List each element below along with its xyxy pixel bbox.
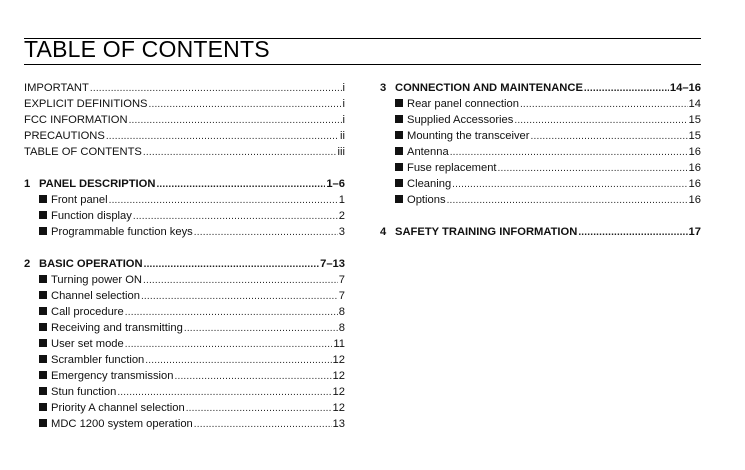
toc-item-page: 15 bbox=[688, 114, 701, 126]
square-bullet-icon bbox=[395, 131, 403, 139]
toc-entry-fcc-information[interactable] bbox=[24, 112, 345, 128]
toc-entry-table-of-contents[interactable] bbox=[24, 144, 345, 160]
dot-leader bbox=[144, 257, 320, 273]
toc-item-label bbox=[39, 304, 124, 320]
toc-item-antenna[interactable] bbox=[380, 144, 701, 160]
square-bullet-icon bbox=[39, 195, 47, 203]
toc-item-scrambler-function[interactable] bbox=[24, 352, 345, 368]
toc-item-page: 7 bbox=[338, 290, 345, 302]
toc-section-label bbox=[24, 256, 143, 272]
toc-item-label bbox=[39, 352, 144, 368]
toc-item-rear-panel-connection[interactable] bbox=[380, 96, 701, 112]
title-underline bbox=[24, 64, 701, 65]
toc-item-page: 11 bbox=[333, 338, 345, 350]
dot-leader bbox=[145, 353, 331, 369]
toc-item-page: 3 bbox=[338, 226, 345, 238]
dot-leader bbox=[447, 193, 688, 209]
dot-leader bbox=[450, 145, 688, 161]
toc-item-fuse-replacement[interactable] bbox=[380, 160, 701, 176]
dot-leader bbox=[194, 417, 332, 433]
toc-entry-page: i bbox=[342, 114, 345, 126]
dot-leader bbox=[129, 113, 342, 129]
toc-item-text: Channel selection bbox=[51, 290, 140, 302]
square-bullet-icon bbox=[39, 419, 47, 427]
toc-item-label bbox=[39, 320, 183, 336]
toc-item-mdc-1200-system-operation[interactable] bbox=[24, 416, 345, 432]
toc-item-text: Turning power ON bbox=[51, 274, 142, 286]
dot-leader bbox=[106, 129, 339, 145]
dot-leader bbox=[452, 177, 687, 193]
toc-section-page: 17 bbox=[688, 226, 701, 238]
square-bullet-icon bbox=[39, 387, 47, 395]
toc-section-label bbox=[380, 80, 583, 96]
dot-leader bbox=[141, 289, 338, 305]
toc-item-text: MDC 1200 system operation bbox=[51, 418, 193, 430]
square-bullet-icon bbox=[395, 163, 403, 171]
section-title: BASIC OPERATION bbox=[39, 258, 143, 270]
square-bullet-icon bbox=[39, 291, 47, 299]
dot-leader bbox=[520, 97, 688, 113]
toc-item-function-display[interactable] bbox=[24, 208, 345, 224]
section-number: 3 bbox=[380, 82, 387, 94]
toc-item-label bbox=[39, 288, 140, 304]
toc-section-page: 14–16 bbox=[669, 82, 701, 94]
toc-item-page: 12 bbox=[332, 354, 345, 366]
toc-item-page: 12 bbox=[332, 370, 345, 382]
dot-leader bbox=[184, 321, 338, 337]
dot-leader bbox=[109, 193, 338, 209]
toc-item-text: Priority A channel selection bbox=[51, 402, 185, 414]
section-title: PANEL DESCRIPTION bbox=[39, 178, 156, 190]
toc-entry-label: FCC INFORMATION bbox=[24, 114, 128, 126]
toc-entry-page: i bbox=[342, 98, 345, 110]
toc-item-label bbox=[395, 96, 519, 112]
square-bullet-icon bbox=[39, 371, 47, 379]
square-bullet-icon bbox=[395, 179, 403, 187]
dot-leader bbox=[117, 385, 331, 401]
toc-item-page: 1 bbox=[338, 194, 345, 206]
toc-item-text: Function display bbox=[51, 210, 132, 222]
section-number: 1 bbox=[24, 178, 31, 190]
toc-item-page: 7 bbox=[338, 274, 345, 286]
dot-leader bbox=[194, 225, 338, 241]
toc-item-label bbox=[39, 368, 173, 384]
toc-item-receiving-and-transmitting[interactable] bbox=[24, 320, 345, 336]
toc-entry-explicit-definitions[interactable] bbox=[24, 96, 345, 112]
toc-item-page: 16 bbox=[688, 178, 701, 190]
toc-item-text: Scrambler function bbox=[51, 354, 145, 366]
toc-entry-label: PRECAUTIONS bbox=[24, 130, 105, 142]
toc-entry-page: ii bbox=[340, 130, 345, 142]
toc-item-user-set-mode[interactable] bbox=[24, 336, 345, 352]
dot-leader bbox=[578, 225, 687, 241]
dot-leader bbox=[149, 97, 342, 113]
dot-leader bbox=[174, 369, 331, 385]
toc-item-page: 14 bbox=[688, 98, 701, 110]
section-number: 2 bbox=[24, 258, 31, 270]
page-title: TABLE OF CONTENTS bbox=[24, 36, 270, 62]
toc-item-page: 8 bbox=[338, 306, 345, 318]
toc-entry-page: iii bbox=[337, 146, 345, 158]
square-bullet-icon bbox=[395, 99, 403, 107]
dot-leader bbox=[143, 145, 337, 161]
toc-entry-label: TABLE OF CONTENTS bbox=[24, 146, 142, 158]
toc-item-label bbox=[395, 160, 497, 176]
toc-left-column bbox=[24, 80, 345, 432]
toc-item-label bbox=[39, 272, 142, 288]
square-bullet-icon bbox=[39, 403, 47, 411]
square-bullet-icon bbox=[39, 339, 47, 347]
toc-section-safety-training-information[interactable] bbox=[380, 224, 701, 240]
square-bullet-icon bbox=[395, 147, 403, 155]
toc-item-label bbox=[395, 192, 446, 208]
toc-item-text: User set mode bbox=[51, 338, 124, 350]
section-spacer bbox=[24, 240, 345, 256]
square-bullet-icon bbox=[395, 195, 403, 203]
toc-item-text: Mounting the transceiver bbox=[407, 130, 530, 142]
toc-item-page: 2 bbox=[338, 210, 345, 222]
toc-section-panel-description[interactable] bbox=[24, 176, 345, 192]
toc-item-cleaning[interactable] bbox=[380, 176, 701, 192]
toc-item-mounting-the-transceiver[interactable] bbox=[380, 128, 701, 144]
toc-section-page: 7–13 bbox=[320, 258, 345, 270]
toc-item-stun-function[interactable] bbox=[24, 384, 345, 400]
toc-item-page: 13 bbox=[332, 418, 345, 430]
toc-item-label bbox=[395, 128, 530, 144]
toc-section-page: 1–6 bbox=[326, 178, 345, 190]
toc-item-front-panel[interactable] bbox=[24, 192, 345, 208]
dot-leader bbox=[125, 337, 333, 353]
toc-right-column bbox=[380, 80, 701, 240]
dot-leader bbox=[584, 81, 669, 97]
section-title: CONNECTION AND MAINTENANCE bbox=[395, 82, 583, 94]
toc-item-page: 16 bbox=[688, 194, 701, 206]
square-bullet-icon bbox=[39, 211, 47, 219]
dot-leader bbox=[90, 81, 342, 97]
section-title: SAFETY TRAINING INFORMATION bbox=[395, 226, 578, 238]
toc-item-channel-selection[interactable] bbox=[24, 288, 345, 304]
toc-item-label bbox=[395, 112, 513, 128]
toc-item-text: Fuse replacement bbox=[407, 162, 497, 174]
toc-item-text: Emergency transmission bbox=[51, 370, 174, 382]
toc-item-supplied-accessories[interactable] bbox=[380, 112, 701, 128]
toc-item-page: 16 bbox=[688, 162, 701, 174]
dot-leader bbox=[531, 129, 688, 145]
toc-item-text: Stun function bbox=[51, 386, 117, 398]
toc-item-text: Antenna bbox=[407, 146, 449, 158]
toc-entry-page: i bbox=[342, 82, 345, 94]
toc-item-text: Programmable function keys bbox=[51, 226, 193, 238]
toc-item-label bbox=[39, 336, 124, 352]
toc-entry-label: IMPORTANT bbox=[24, 82, 89, 94]
toc-item-text: Rear panel connection bbox=[407, 98, 519, 110]
dot-leader bbox=[133, 209, 338, 225]
toc-item-page: 16 bbox=[688, 146, 701, 158]
toc-item-page: 8 bbox=[338, 322, 345, 334]
toc-item-label bbox=[39, 384, 116, 400]
dot-leader bbox=[125, 305, 338, 321]
toc-item-page: 15 bbox=[688, 130, 701, 142]
square-bullet-icon bbox=[39, 275, 47, 283]
square-bullet-icon bbox=[39, 355, 47, 363]
toc-section-connection-and-maintenance[interactable] bbox=[380, 80, 701, 96]
toc-item-text: Options bbox=[407, 194, 446, 206]
toc-item-text: Supplied Accessories bbox=[407, 114, 514, 126]
toc-item-label bbox=[39, 416, 193, 432]
toc-item-label bbox=[39, 224, 193, 240]
toc-item-options[interactable] bbox=[380, 192, 701, 208]
toc-item-label bbox=[39, 192, 108, 208]
section-spacer bbox=[24, 160, 345, 176]
toc-item-turning-power-on[interactable] bbox=[24, 272, 345, 288]
toc-item-text: Front panel bbox=[51, 194, 108, 206]
toc-item-page: 12 bbox=[332, 386, 345, 398]
square-bullet-icon bbox=[39, 323, 47, 331]
toc-section-basic-operation[interactable] bbox=[24, 256, 345, 272]
section-number: 4 bbox=[380, 226, 387, 238]
toc-item-page: 12 bbox=[332, 402, 345, 414]
toc-section-label bbox=[380, 224, 577, 240]
dot-leader bbox=[143, 273, 338, 289]
toc-item-text: Call procedure bbox=[51, 306, 124, 318]
section-spacer bbox=[380, 208, 701, 224]
dot-leader bbox=[514, 113, 687, 129]
toc-item-label bbox=[39, 208, 132, 224]
toc-item-text: Cleaning bbox=[407, 178, 452, 190]
toc-entry-label: EXPLICIT DEFINITIONS bbox=[24, 98, 148, 110]
dot-leader bbox=[186, 401, 332, 417]
toc-item-label bbox=[395, 144, 449, 160]
toc-item-call-procedure[interactable] bbox=[24, 304, 345, 320]
toc-item-priority-a-channel-selection[interactable] bbox=[24, 400, 345, 416]
toc-item-label bbox=[395, 176, 451, 192]
square-bullet-icon bbox=[39, 227, 47, 235]
dot-leader bbox=[498, 161, 688, 177]
toc-entry-precautions[interactable] bbox=[24, 128, 345, 144]
toc-item-emergency-transmission[interactable] bbox=[24, 368, 345, 384]
square-bullet-icon bbox=[395, 115, 403, 123]
square-bullet-icon bbox=[39, 307, 47, 315]
toc-item-text: Receiving and transmitting bbox=[51, 322, 183, 334]
toc-entry-important[interactable] bbox=[24, 80, 345, 96]
dot-leader bbox=[156, 177, 325, 193]
toc-item-label bbox=[39, 400, 185, 416]
toc-section-label bbox=[24, 176, 155, 192]
toc-item-programmable-function-keys[interactable] bbox=[24, 224, 345, 240]
